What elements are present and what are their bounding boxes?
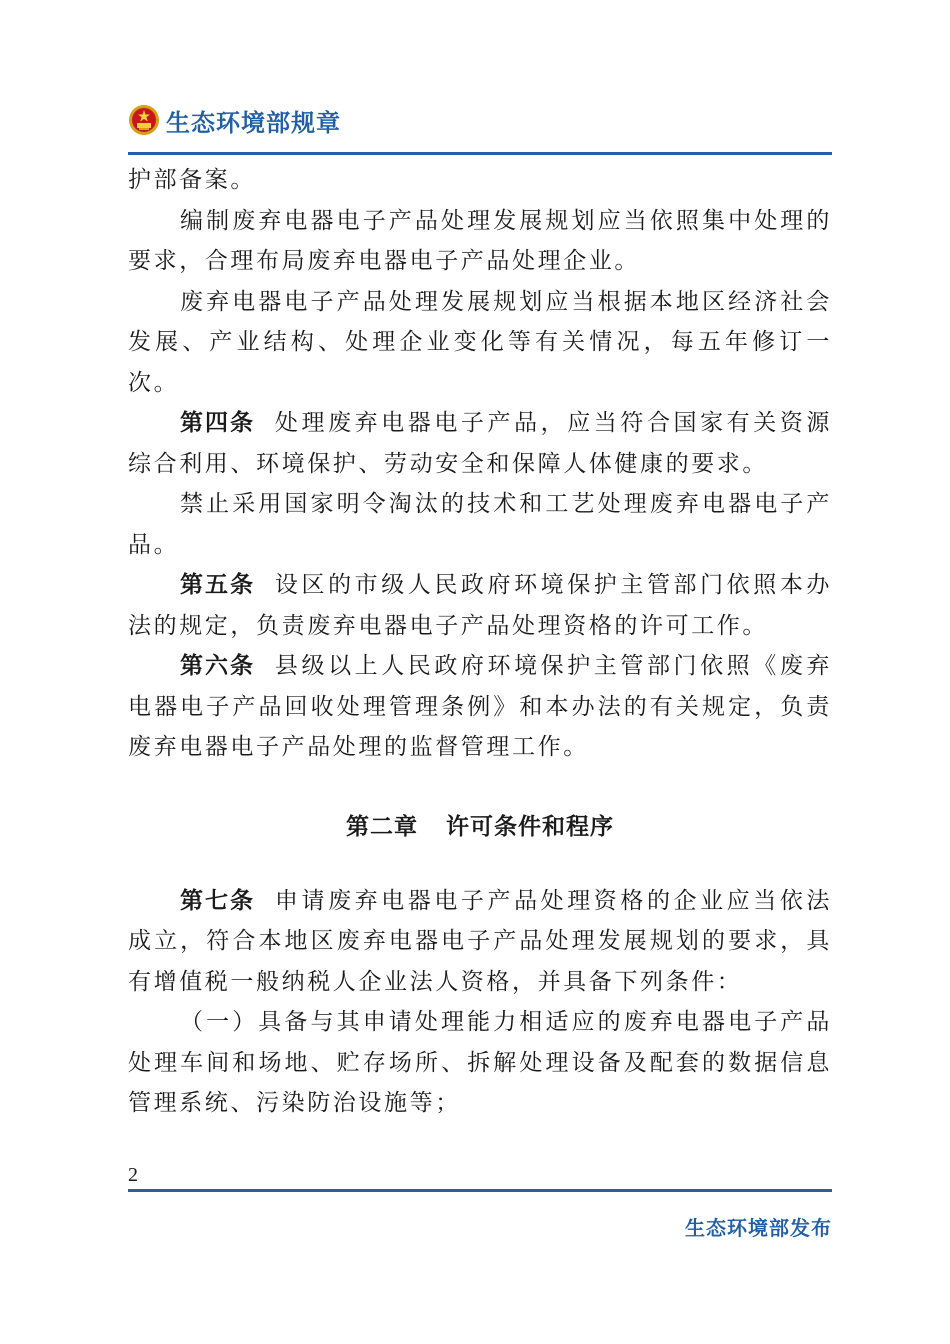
paragraph-text: 处理废弃电器电子产品，应当符合国家有关资源综合利用、环境保护、劳动安全和保障人体健康的要求。 [128, 410, 832, 477]
article-paragraph [128, 565, 832, 646]
footer-divider [128, 1189, 832, 1192]
document-body [128, 160, 832, 1124]
paragraph-text: 编制废弃电器电子产品处理发展规划应当依照集中处理的要求，合理布局废弃电器电子产品处理企业。 [128, 207, 832, 274]
chapter-heading [128, 808, 832, 841]
header-divider [128, 152, 832, 155]
page-number: 2 [128, 1164, 138, 1186]
paragraph-text: 禁止采用国家明令淘汰的技术和工艺处理废弃电器电子产品。 [128, 491, 832, 558]
article-number: 第四条 [180, 410, 255, 436]
article-paragraph [128, 403, 832, 484]
article-paragraph [128, 881, 832, 1003]
national-emblem-icon [128, 104, 160, 136]
paragraph-text: （一）具备与其申请处理能力相适应的废弃电器电子产品处理车间和场地、贮存场所、拆解处理设备及配套的数据信息管理系统、污染防治设施等； [128, 1009, 832, 1116]
paragraph-text: 申请废弃电器电子产品处理资格的企业应当依法成立，符合本地区废弃电器电子产品处理发展规划的要求，具有增值税一般纳税人企业法人资格，并具备下列条件： [128, 887, 832, 995]
paragraph-text: 护部备案。 [128, 167, 256, 193]
article-number: 第六条 [180, 653, 255, 679]
page-header [128, 100, 341, 140]
article-number: 第五条 [180, 572, 255, 598]
paragraph [128, 282, 832, 404]
chapter-title: 许可条件和程序 [446, 813, 614, 840]
footer-text: 生态环境部发布 [685, 1216, 832, 1240]
paragraph [128, 201, 832, 282]
article-number: 第七条 [180, 887, 255, 914]
paragraph [128, 160, 832, 201]
chapter-number: 第二章 [346, 813, 418, 840]
paragraph [128, 484, 832, 565]
header-title: 生态环境部规章 [166, 108, 341, 137]
paragraph-text: 设区的市级人民政府环境保护主管部门依照本办法的规定，负责废弃电器电子产品处理资格的许可工作。 [128, 572, 832, 639]
paragraph-text: 废弃电器电子产品处理发展规划应当根据本地区经济社会发展、产业结构、处理企业变化等有关情况，每五年修订一次。 [128, 288, 832, 396]
article-paragraph [128, 646, 832, 768]
paragraph [128, 1002, 832, 1124]
paragraph-text: 县级以上人民政府环境保护主管部门依照《废弃电器电子产品回收处理管理条例》和本办法的有关规定，负责废弃电器电子产品处理的监督管理工作。 [128, 653, 832, 760]
